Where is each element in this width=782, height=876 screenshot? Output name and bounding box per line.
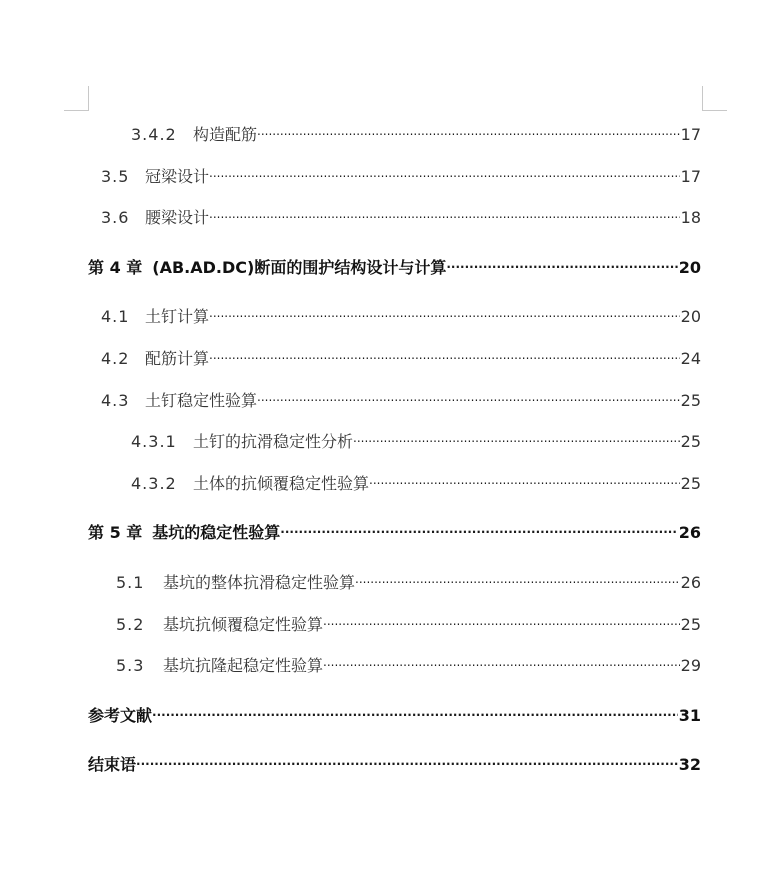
toc-dot-leader: [353, 425, 680, 447]
toc-entry-title: 基坑的整体抗滑稳定性验算: [163, 573, 356, 592]
toc-chapter-title: 基坑的稳定性验算: [152, 523, 281, 542]
toc-chapter-entry[interactable]: [88, 251, 701, 277]
toc-entry[interactable]: [116, 566, 701, 592]
toc-entry-page: 17: [680, 167, 701, 186]
toc-entry-title: 土钉计算: [145, 307, 210, 326]
toc-entry-number: 4.3: [101, 391, 130, 410]
toc-entry-page: 18: [680, 208, 701, 227]
toc-entry-page: 20: [678, 258, 701, 277]
toc-dot-leader: [152, 699, 678, 721]
toc-dot-leader: [209, 342, 680, 364]
toc-entry[interactable]: [131, 118, 701, 144]
toc-entry-number: 3.6: [101, 208, 130, 227]
toc-entry-number: 4.1: [101, 307, 130, 326]
toc-entry-number: 4.3.1: [131, 432, 177, 451]
toc-dot-leader: [323, 608, 680, 630]
toc-entry[interactable]: [101, 342, 701, 368]
toc-entry-number: 4.3.2: [131, 474, 177, 493]
toc-entry-number: 3.4.2: [131, 125, 177, 144]
toc-entry[interactable]: [101, 201, 701, 227]
toc-entry[interactable]: [131, 425, 701, 451]
toc-entry-page: 25: [680, 391, 701, 410]
toc-entry[interactable]: [101, 384, 701, 410]
toc-entry-page: 32: [678, 755, 701, 774]
toc-entry-page: 31: [678, 706, 701, 725]
toc-entry-number: 5.2: [116, 615, 145, 634]
toc-entry-title: 基坑抗倾覆稳定性验算: [163, 615, 324, 634]
toc-chapter-title: 参考文献: [88, 706, 153, 725]
toc-entry-page: 24: [680, 349, 701, 368]
toc-chapter-entry[interactable]: [88, 748, 701, 774]
toc-dot-leader: [257, 384, 680, 406]
toc-chapter-title: 结束语: [88, 755, 137, 774]
toc-dot-leader: [355, 566, 680, 588]
toc-chapter-number: 第 5 章: [88, 523, 143, 542]
toc-chapter-entry[interactable]: [88, 516, 701, 542]
toc-entry-page: 29: [680, 656, 701, 675]
toc-dot-leader: [209, 300, 680, 322]
toc-entry-title: 构造配筋: [193, 125, 258, 144]
toc-entry-number: 5.1: [116, 573, 145, 592]
toc-dot-leader: [257, 118, 680, 140]
toc-entry-title: 土钉的抗滑稳定性分析: [193, 432, 354, 451]
toc-entry-title: 配筋计算: [145, 349, 210, 368]
toc-entry-title: 腰梁设计: [145, 208, 210, 227]
toc-entry-title: 冠梁设计: [145, 167, 210, 186]
toc-entry-page: 17: [680, 125, 701, 144]
toc-dot-leader: [280, 516, 677, 538]
toc-entry-title: 土体的抗倾覆稳定性验算: [193, 474, 370, 493]
margin-corner-mark-left: [64, 86, 89, 111]
toc-entry-page: 25: [680, 615, 701, 634]
toc-entry[interactable]: [101, 300, 701, 326]
toc-entry-number: 3.5: [101, 167, 130, 186]
toc-entry-page: 25: [680, 474, 701, 493]
toc-entry[interactable]: [131, 467, 701, 493]
toc-dot-leader: [136, 748, 678, 770]
toc-entry[interactable]: [116, 649, 701, 675]
toc-chapter-entry[interactable]: [88, 699, 701, 725]
toc-chapter-number: 第 4 章: [88, 258, 143, 277]
toc-dot-leader: [209, 160, 680, 182]
toc-entry[interactable]: [116, 608, 701, 634]
toc-dot-leader: [209, 201, 680, 223]
toc-entry-number: 4.2: [101, 349, 130, 368]
toc-entry-title: 土钉稳定性验算: [145, 391, 258, 410]
toc-entry-number: 5.3: [116, 656, 145, 675]
toc-entry-page: 26: [678, 523, 701, 542]
toc-dot-leader: [323, 649, 680, 671]
toc-entry[interactable]: [101, 160, 701, 186]
toc-entry-page: 26: [680, 573, 701, 592]
toc-entry-title: 基坑抗隆起稳定性验算: [163, 656, 324, 675]
toc-chapter-title: (AB.AD.DC)断面的围护结构设计与计算: [152, 258, 447, 277]
toc-dot-leader: [369, 467, 680, 489]
margin-corner-mark-right: [702, 86, 727, 111]
toc-entry-page: 25: [680, 432, 701, 451]
toc-entry-page: 20: [680, 307, 701, 326]
toc-dot-leader: [446, 251, 677, 273]
